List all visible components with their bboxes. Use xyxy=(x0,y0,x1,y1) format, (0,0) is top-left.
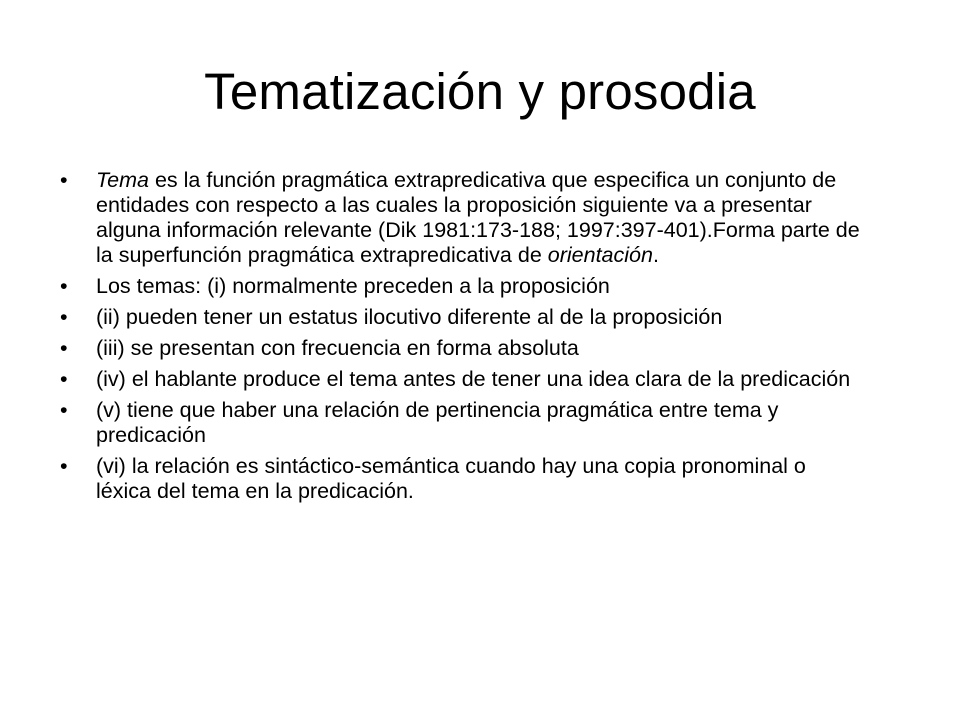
bullet-icon: • xyxy=(60,305,68,329)
bullet-item-v xyxy=(60,398,860,448)
bullet-icon: • xyxy=(60,168,68,192)
term-tema: Tema xyxy=(96,168,149,192)
bullet-icon: • xyxy=(60,274,68,298)
bullet-text: (ii) pueden tener un estatus ilocutivo diferente al de la proposición xyxy=(96,305,723,329)
definition-text: es la función pragmática extrapredicativa que especifica un conjunto de entidades con respecto a las cuales la proposición siguiente va a presentar alguna información relevante (Dik 1981:173-188; 1997:397-401).Forma parte de la superfunción pragmática extrapredicativa de xyxy=(96,168,860,267)
bullet-item-ii xyxy=(60,305,860,330)
bullet-text: Los temas: (i) normalmente preceden a la proposición xyxy=(96,274,610,298)
bullet-item-iv xyxy=(60,367,860,392)
bullet-item-definition xyxy=(60,168,860,268)
bullet-icon: • xyxy=(60,367,68,391)
definition-end: . xyxy=(652,243,659,267)
bullet-text: (vi) la relación es sintáctico-semántica cuando hay una copia pronominal o léxica del tema en la predicación. xyxy=(96,454,806,503)
bullet-item-vi xyxy=(60,454,860,504)
bullet-icon: • xyxy=(60,454,68,478)
bullet-text: (iv) el hablante produce el tema antes de tener una idea clara de la predicación xyxy=(96,367,851,391)
bullet-list xyxy=(60,168,860,510)
term-orientacion: orientación xyxy=(547,243,653,267)
bullet-item-i xyxy=(60,274,860,299)
bullet-item-iii xyxy=(60,336,860,361)
bullet-text xyxy=(96,168,860,267)
bullet-icon: • xyxy=(60,398,68,422)
slide-title: Tematización y prosodia xyxy=(204,63,756,120)
bullet-text: (iii) se presentan con frecuencia en forma absoluta xyxy=(96,336,579,360)
bullet-icon: • xyxy=(60,336,68,360)
bullet-text: (v) tiene que haber una relación de pertinencia pragmática entre tema y predicación xyxy=(96,398,779,447)
